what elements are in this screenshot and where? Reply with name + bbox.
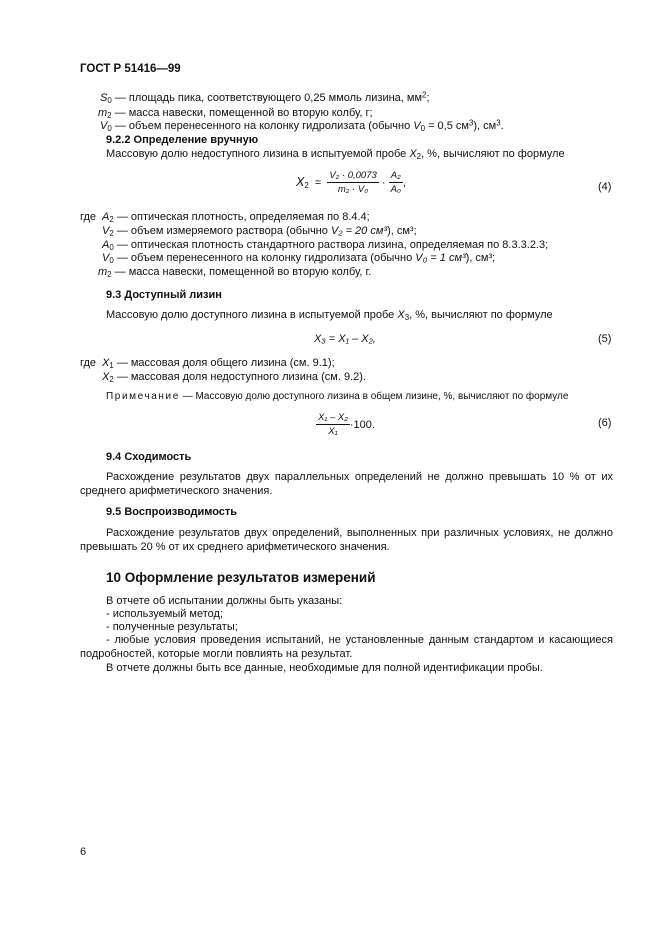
formula-6: $\frac{\text{X₁ – X₂}}{\text{X₁}}$ ·100. xyxy=(318,412,375,438)
formula-5: X₃ = X₁ – X₂, xyxy=(314,333,376,345)
definition-v0-2: $V_0$ — объем перенесенного на колонку гидролизата (обычно V₀ = 1 см³), см³; xyxy=(102,252,496,265)
definition-s0: $S_0$ — площадь пика, соответствующего 0,25 ммоль лизина, $мм^2$; xyxy=(100,90,430,105)
formula-4-fraction-1: $\frac{\text{V₂ · 0,0073}}{\text{m₂ · V₀}}$ xyxy=(329,170,377,196)
page-number: 6 xyxy=(80,846,87,858)
formula-4: $X_2$ = $\frac{\text{V₂ · 0,0073}}{\text{m₂ · V₀}}$ · $\frac{\text{A₂}}{\text{A₀}}$ , xyxy=(296,170,406,196)
list-item: - используемый метод; xyxy=(106,608,224,620)
definition-a0: $A_0$ — оптическая плотность стандартного раствора лизина, определяемая по 8.3.3.2.3; xyxy=(102,239,549,252)
definition-x2: $X_2$ — массовая доля недоступного лизина (см. 9.2). xyxy=(102,371,366,384)
equation-number-6: (6) xyxy=(598,417,612,429)
document-header: ГОСТ Р 51416—99 xyxy=(80,63,181,75)
equation-number-4: (4) xyxy=(598,181,612,193)
definition-v0: $V_0$ — объем перенесенного на колонку гидролизата (обычно $V_0 = 0,5$ $см^3$), $см^3$. xyxy=(100,118,504,133)
definition-m2: $m_2$ — масса навески, помещенной во вторую колбу, г; xyxy=(98,107,373,120)
list-item: - полученные результаты; xyxy=(106,621,238,633)
definition-v2: $V_2$ — объем измеряемого раствора (обычно V₂ = 20 см³), см³; xyxy=(102,225,417,238)
definition-x1: $X_1$ — массовая доля общего лизина (см. 9.1); xyxy=(102,357,335,370)
section-intro-9-2-2: Массовую долю недоступного лизина в испытуемой пробе $X_2$, %, вычисляют по формуле xyxy=(106,148,565,161)
section-text-9-4: Расхождение результатов двух параллельных определений не должно превышать 10 % от их среднего арифметического значения. xyxy=(80,471,613,498)
section-heading-9-4: 9.4 Сходимость xyxy=(106,451,192,463)
equation-number-5: (5) xyxy=(598,333,612,345)
formula-4-fraction-2: $\frac{\text{A₂}}{\text{A₀}}$ xyxy=(390,170,401,196)
where-label-5: где xyxy=(80,357,97,369)
section-closing-10: В отчете должны быть все данные, необходимые для полной идентификации пробы. xyxy=(106,662,543,674)
list-item: - любые условия проведения испытаний, не установленные данным стандартом и касающиеся подробностей, которые могли повлиять на результат. xyxy=(80,634,613,661)
formula-6-fraction: $\frac{\text{X₁ – X₂}}{\text{X₁}}$ xyxy=(318,412,348,438)
definition-a2: $A_2$ — оптическая плотность, определяемая по 8.4.4; xyxy=(102,211,370,224)
section-heading-9-3: 9.3 Доступный лизин xyxy=(106,289,222,301)
section-heading-10: 10 Оформление результатов измерений xyxy=(106,570,376,585)
section-heading-9-5: 9.5 Воспроизводимость xyxy=(106,506,238,518)
definition-m2-2: $m_2$ — масса навески, помещенной во вторую колбу, г. xyxy=(98,266,372,279)
note: Примечание — Массовую долю доступного лизина в общем лизине, %, вычисляют по формуле xyxy=(106,391,569,402)
section-heading-9-2-2: 9.2.2 Определение вручную xyxy=(106,134,259,146)
where-label-4: где xyxy=(80,211,97,223)
section-intro-9-3: Массовую долю доступного лизина в испытуемой пробе $X_3$, %, вычисляют по формуле xyxy=(106,309,553,322)
section-intro-10: В отчете об испытании должны быть указаны: xyxy=(106,595,343,607)
section-text-9-5: Расхождение результатов двух определений, выполненных при различных условиях, не должно превышать 20 % от их среднего арифметического значения. xyxy=(80,527,613,554)
